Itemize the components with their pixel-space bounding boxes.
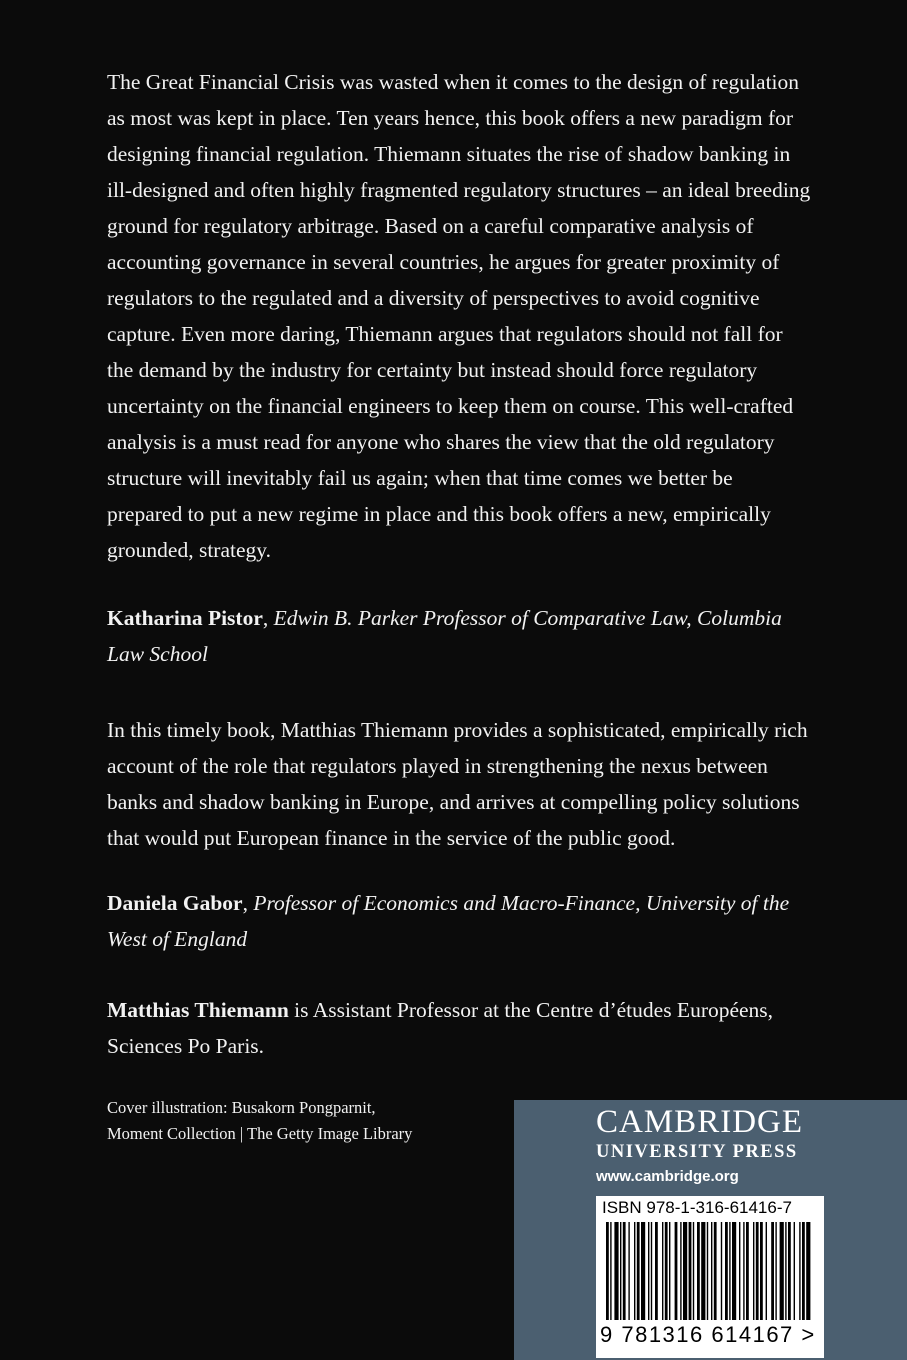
barcode-bar — [683, 1222, 687, 1320]
isbn-barcode — [596, 1196, 824, 1358]
barcode-bar — [743, 1222, 744, 1320]
isbn-label: ISBN 978-1-316-61416-7 — [602, 1198, 792, 1217]
barcode-bar — [780, 1222, 784, 1320]
barcode-bar — [641, 1222, 645, 1320]
barcode-bar — [697, 1222, 700, 1320]
barcode-bar — [729, 1222, 730, 1320]
barcode-bar — [634, 1222, 635, 1320]
author-bio-text: is Assistant Professor at the Centre d’études Européens, Sciences Po Paris. — [107, 998, 774, 1058]
barcode-bar — [746, 1222, 749, 1320]
barcode-bar — [766, 1222, 767, 1320]
cover-credit-line-1: Cover illustration: Busakorn Pongparnit, — [107, 1098, 376, 1117]
barcode-bar — [610, 1222, 611, 1320]
barcode-bar — [711, 1222, 712, 1320]
review-2-attribution: Daniela Gabor, Professor of Economics and Macro-Finance, University of the West of England — [107, 891, 790, 951]
barcode-bar — [606, 1222, 609, 1320]
barcode-bar — [788, 1222, 791, 1320]
barcode-bar — [669, 1222, 670, 1320]
barcode-bar — [806, 1222, 810, 1320]
review-1-affiliation: Edwin B. Parker Professor of Comparative Law, Columbia Law School — [107, 606, 782, 666]
barcode-bar — [614, 1222, 618, 1320]
barcode-bar — [675, 1222, 678, 1320]
author-name: Matthias Thiemann — [107, 998, 289, 1022]
barcode-bar — [794, 1222, 795, 1320]
review-2-author: Daniela Gabor — [107, 891, 243, 915]
barcode-bar — [732, 1222, 736, 1320]
review-2-text: In this timely book, Matthias Thiemann provides a sophisticated, empirically rich account of the role that regulators played in strengthening the nexus between banks and shadow banking in Europe, and arrives at compelling policy solutions that would put European finance in the service of the public good. — [107, 718, 808, 850]
barcode-bar — [689, 1222, 692, 1320]
author-bio — [107, 992, 812, 1064]
review-1-author: Katharina Pistor — [107, 606, 263, 630]
barcode-bar — [760, 1222, 763, 1320]
publisher-subtitle: UNIVERSITY PRESS — [596, 1142, 798, 1162]
barcode-bar — [665, 1222, 668, 1320]
barcode-bar — [725, 1222, 728, 1320]
barcode-bar — [739, 1222, 740, 1320]
barcode-bar — [721, 1222, 722, 1320]
barcode-bar — [707, 1222, 708, 1320]
barcode-bar — [771, 1222, 774, 1320]
barcode-bar — [620, 1222, 621, 1320]
barcode-bar — [662, 1222, 663, 1320]
barcode-bar — [756, 1222, 759, 1320]
barcode-bar — [799, 1222, 800, 1320]
barcode-bar — [637, 1222, 640, 1320]
barcode-bar — [775, 1222, 776, 1320]
cover-credit-line-2: Moment Collection | The Getty Image Library — [107, 1124, 413, 1143]
review-1-attribution: Katharina Pistor, Edwin B. Parker Professor of Comparative Law, Columbia Law School — [107, 606, 782, 666]
barcode-bar — [655, 1222, 658, 1320]
barcode-bar — [785, 1222, 786, 1320]
review-1-text: The Great Financial Crisis was wasted when it comes to the design of regulation as most was kept in place. Ten years hence, this book offers a new paradigm for designing financial regulation. Thiemann situates the rise of shadow banking in ill-designed and often highly fragmented regulatory structures – an ideal breeding ground for regulatory arbitrage. Based on a careful comparative analysis of accounting governance in several countries, he argues for greater proximity of regulators to the regulated and a diversity of perspectives to avoid cognitive capture. Even more daring, Thiemann argues that regulators should not fall for the demand by the industry for certainty but instead should force regulatory uncertainty on the financial engineers to keep them on course. This well-crafted analysis is a must read for anyone who shares the view that the old regulatory structure will inevitably fail us again; when that time comes we better be prepared to put a new regime in place and this book offers a new, empirically grounded, strategy. — [107, 70, 811, 562]
publisher-name: CAMBRIDGE — [596, 1104, 804, 1140]
barcode-bar — [802, 1222, 805, 1320]
barcode-bar — [648, 1222, 649, 1320]
publisher-url: www.cambridge.org — [596, 1168, 739, 1185]
barcode-bars — [596, 1222, 824, 1322]
barcode-bar — [651, 1222, 652, 1320]
barcode-bar — [628, 1222, 629, 1320]
barcode-bar — [693, 1222, 694, 1320]
barcode-bar — [714, 1222, 717, 1320]
publisher-panel — [514, 1100, 907, 1360]
barcode-digits: 9 781316 614167 > — [600, 1322, 816, 1347]
barcode-bar — [623, 1222, 626, 1320]
barcode-bar — [701, 1222, 705, 1320]
barcode-bar — [753, 1222, 754, 1320]
cover-credit — [107, 1095, 507, 1147]
review-2-affiliation: Professor of Economics and Macro-Finance, University of the West of England — [107, 891, 790, 951]
barcode-bar — [680, 1222, 681, 1320]
